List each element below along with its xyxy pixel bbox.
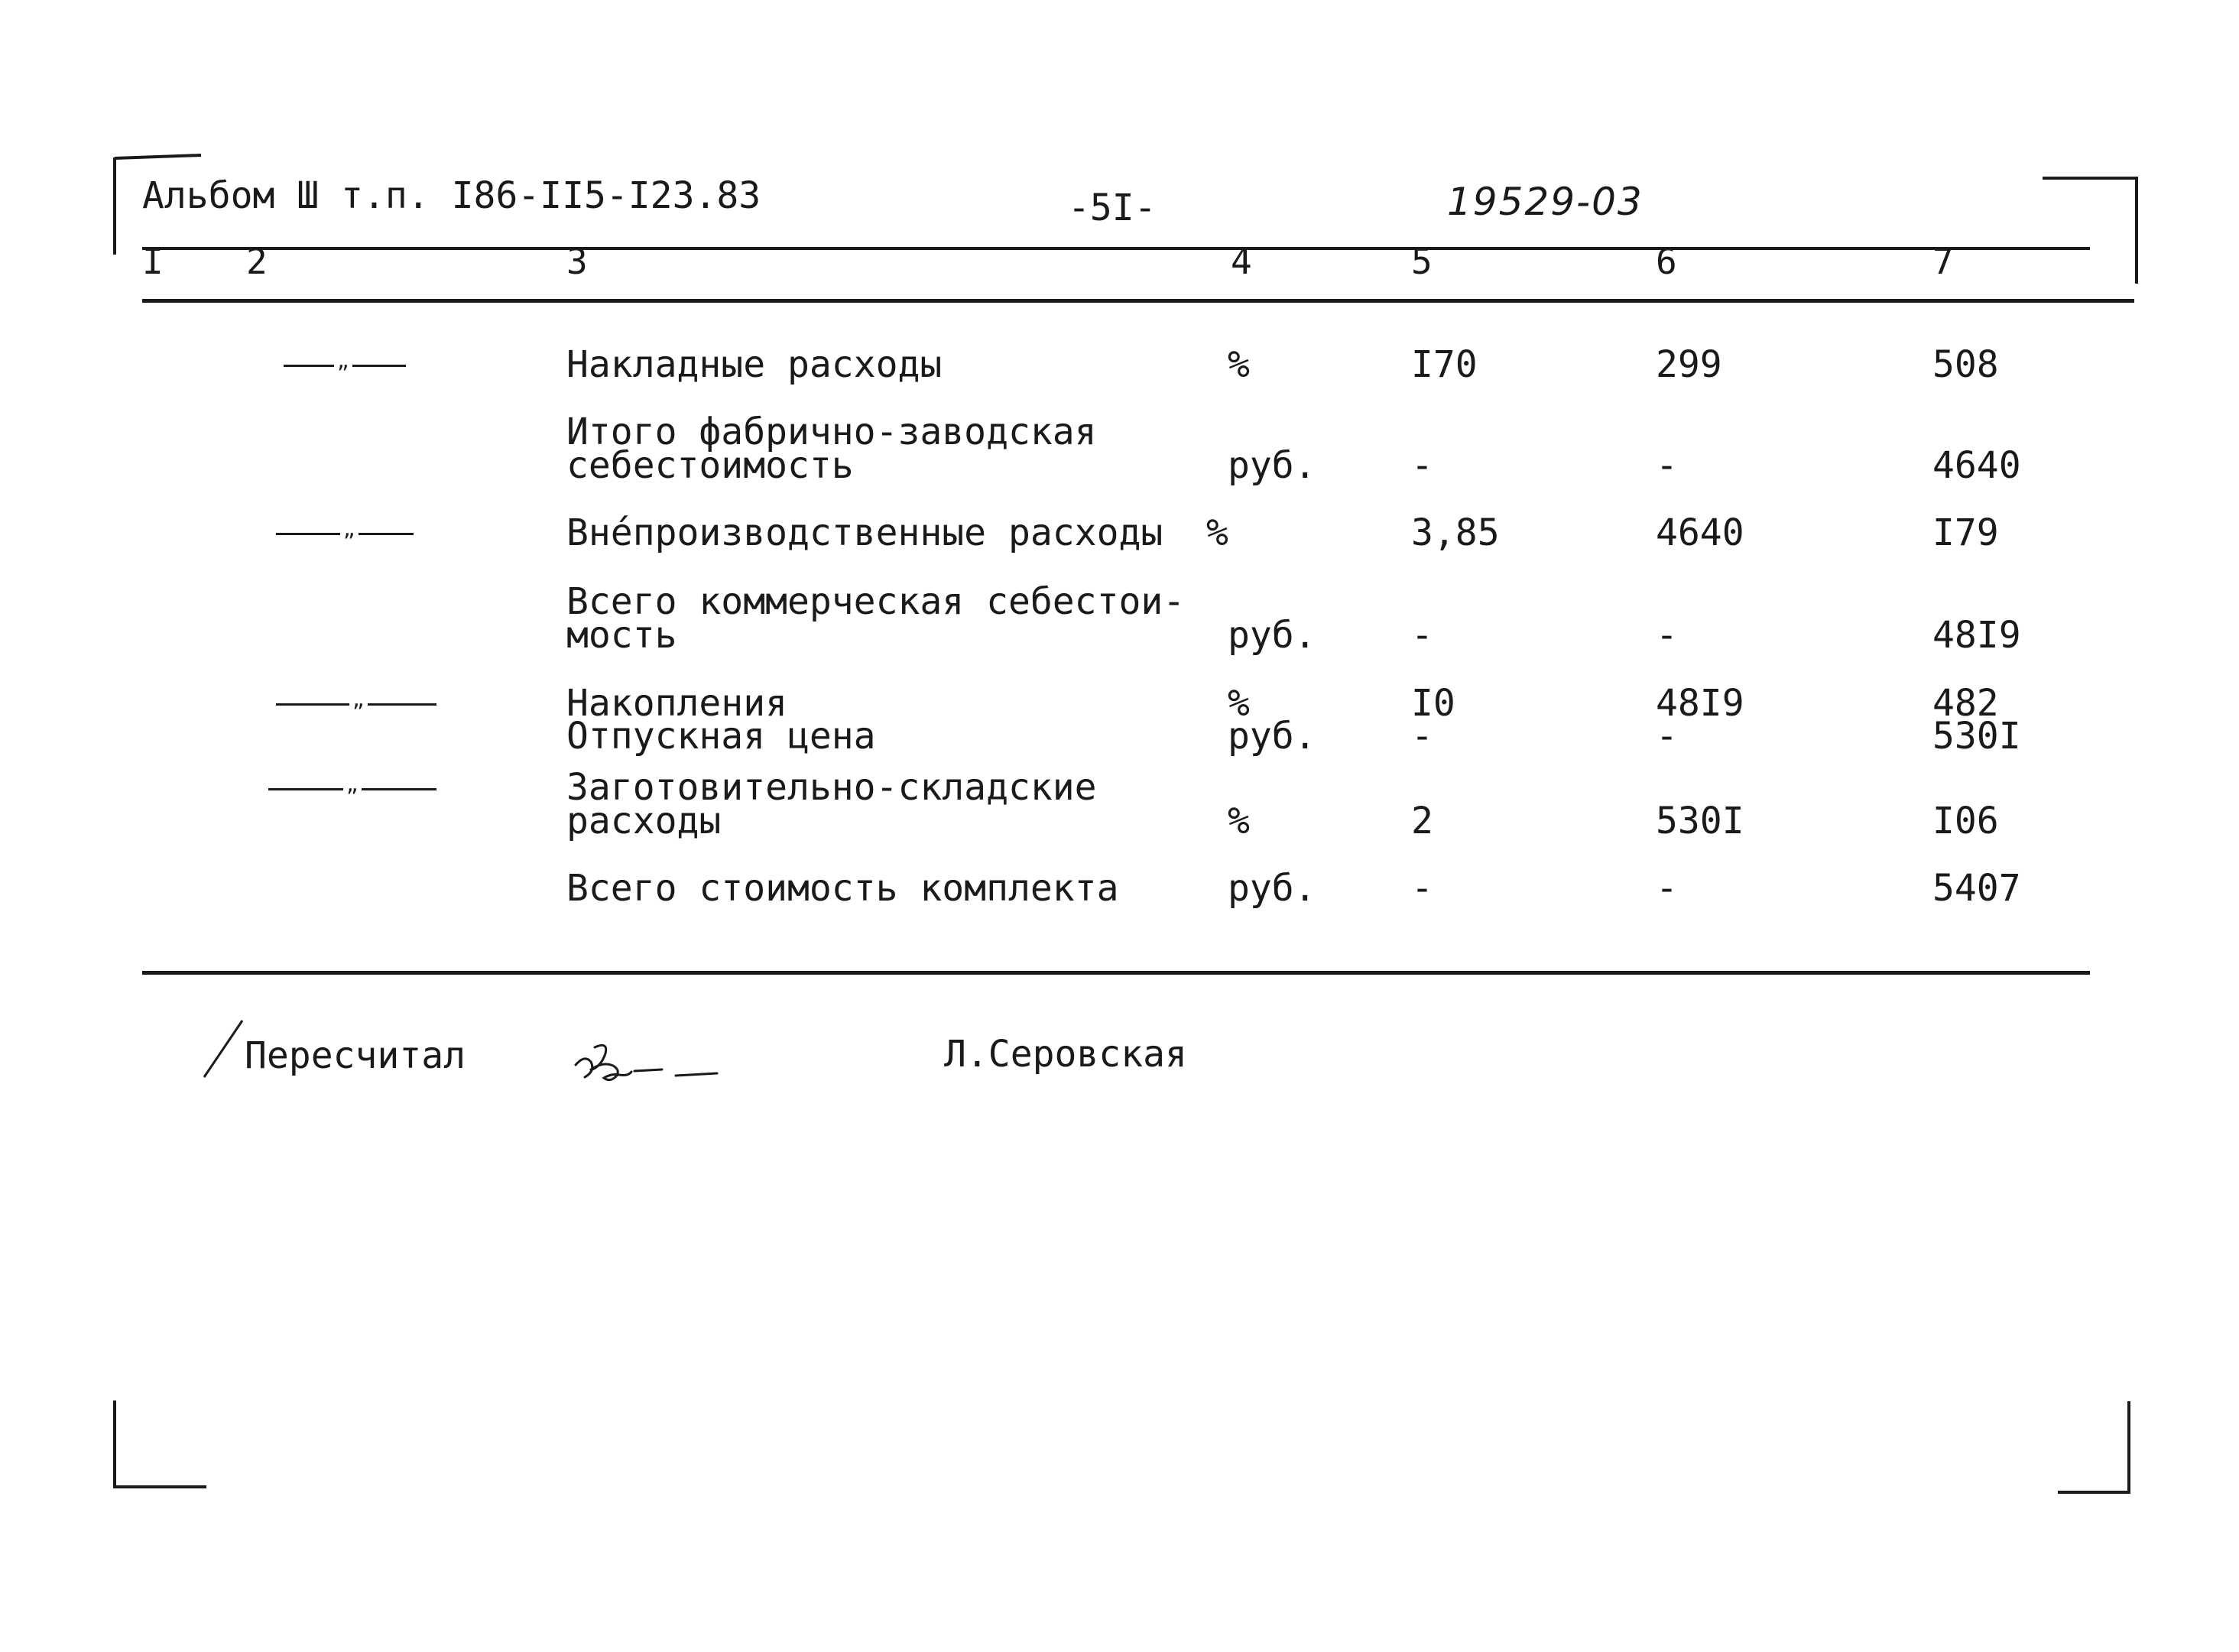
row-5-unit: % <box>1228 682 1250 725</box>
row-7-name-line-2: расходы <box>566 800 722 842</box>
row-1-name: Накладные расходы <box>566 343 943 386</box>
row-5-col6: 48I9 <box>1656 682 1744 725</box>
row-1-col5: I70 <box>1411 343 1478 386</box>
row-8-col5: - <box>1411 867 1433 910</box>
row-4-col5: - <box>1411 614 1433 657</box>
ditto-mark-row-7: „ <box>268 770 436 807</box>
recalculated-by-label: Пересчитал <box>245 1034 466 1077</box>
row-2-col5: - <box>1411 444 1433 487</box>
row-8-name: Всего стоимость комплекта <box>566 867 1119 910</box>
column-number-7: 7 <box>1932 241 1954 282</box>
row-2-name-line-2: себестоимость <box>566 444 854 487</box>
album-reference: Альбом Ш т.п. I86-II5-I23.83 <box>142 174 761 217</box>
row-5-col5: I0 <box>1411 682 1455 725</box>
row-7-name-line-1: Заготовительно-складские <box>566 766 1097 809</box>
row-4-unit: руб. <box>1228 614 1316 657</box>
row-7-col6: 530I <box>1656 800 1744 842</box>
row-3-name: Внéпроизводственные расходы <box>566 511 1163 554</box>
row-6-col5: - <box>1411 715 1433 758</box>
row-2-unit: руб. <box>1228 444 1316 487</box>
page-number: -5I- <box>1068 187 1157 229</box>
row-5-name: Накопления <box>566 682 787 725</box>
row-3-unit: % <box>1206 511 1228 554</box>
recalculated-by-name: Л.Серовская <box>944 1033 1187 1076</box>
row-8-col7: 5407 <box>1932 867 2021 910</box>
row-2-col6: - <box>1656 444 1678 487</box>
row-7-col5: 2 <box>1411 800 1433 842</box>
row-7-col7: I06 <box>1932 800 1999 842</box>
column-number-3: 3 <box>566 241 588 282</box>
handwritten-code: 19529-03 <box>1447 180 1644 224</box>
ditto-mark-row-1: „ <box>284 346 406 383</box>
row-2-col7: 4640 <box>1932 444 2021 487</box>
row-4-col6: - <box>1656 614 1678 657</box>
column-number-1: I <box>142 241 164 282</box>
row-3-col7: I79 <box>1932 511 1999 554</box>
row-6-col6: - <box>1656 715 1678 758</box>
column-number-4: 4 <box>1231 241 1252 282</box>
row-6-col7: 530I <box>1932 715 2021 758</box>
row-4-name-line-2: мость <box>566 614 677 657</box>
row-1-col7: 508 <box>1932 343 1999 386</box>
column-number-6: 6 <box>1656 241 1677 282</box>
table-bottom-rule <box>142 971 2090 975</box>
row-1-unit: % <box>1228 343 1250 386</box>
row-8-col6: - <box>1656 867 1678 910</box>
row-2-name-line-1: Итого фабрично-заводская <box>566 411 1097 453</box>
row-6-name: Отпускная цена <box>566 715 876 758</box>
ditto-mark-row-3: „ <box>276 514 414 551</box>
row-4-col7: 48I9 <box>1932 614 2021 657</box>
row-3-col6: 4640 <box>1656 511 1744 554</box>
row-3-col5: 3,85 <box>1411 511 1500 554</box>
row-5-col7: 482 <box>1932 682 1999 725</box>
row-1-col6: 299 <box>1656 343 1722 386</box>
row-6-unit: руб. <box>1228 715 1316 758</box>
row-7-unit: % <box>1228 800 1250 842</box>
column-number-top-rule <box>142 247 2090 250</box>
column-number-2: 2 <box>246 241 268 282</box>
signature-mark <box>576 1045 717 1079</box>
slash-mark <box>204 1021 242 1077</box>
column-number-5: 5 <box>1411 241 1433 282</box>
ditto-mark-row-5: „ <box>276 685 436 722</box>
row-4-name-line-1: Всего коммерческая себестои- <box>566 580 1186 623</box>
row-8-unit: руб. <box>1228 867 1316 910</box>
header-bottom-rule <box>142 299 2134 303</box>
